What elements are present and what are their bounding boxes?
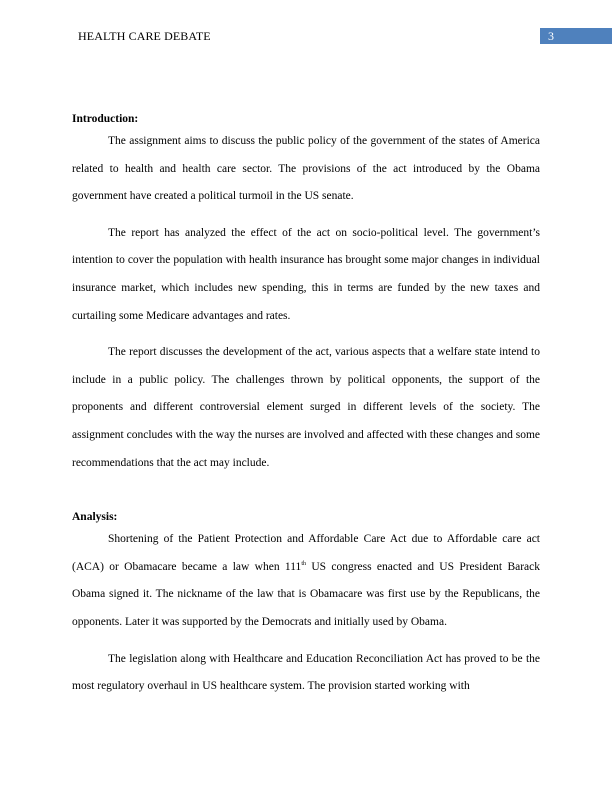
analysis-paragraph-1-text-b: US congress enacted and US President Barack Obama signed it. The nickname of the law that is Obamacare was first use by the Republicans, the opponents. Later it was supported by the Democrats and initially used by Obama.: [72, 560, 541, 628]
introduction-paragraph-3: The report discusses the development of the act, various aspects that a welfare state intend to include in a public policy. The challenges thrown by political opponents, the support of the proponents and different controversial element surged in different levels of the society. The assignment concludes with the way the nurses are involved and affected with these changes and some recommendations that the act may include.: [72, 346, 540, 469]
introduction-paragraph-2: The report has analyzed the effect of the act on socio-political level. The government’s intention to cover the population with health insurance has brought some major changes in individual insurance market, which includes new spending, this in terms are funded by the new taxes and curtailing some Medicare advantages and rates.: [72, 226, 540, 322]
analysis-heading: Analysis:: [72, 511, 118, 524]
running-header-title: HEALTH CARE DEBATE: [78, 29, 211, 43]
page-number: 3: [548, 29, 554, 43]
analysis-paragraph-1-text-a: Shortening of the Patient Protection and Affordable Care Act due to Affordable care act (ACA) or Obamacare became a law when 111: [72, 533, 540, 573]
introduction-heading: Introduction:: [72, 113, 139, 125]
analysis-paragraph-2: The legislation along with Healthcare and Education Reconciliation Act has proved to be the most regulatory overhaul in US healthcare system. The provision started working with: [72, 652, 540, 693]
analysis-paragraph-1: [72, 526, 540, 636]
introduction-paragraph-1: The assignment aims to discuss the public policy of the government of the states of America related to health and health care sector. The provisions of the act introduced by the Obama government have created a political turmoil in the US senate.: [72, 135, 540, 203]
ordinal-superscript: th: [301, 560, 306, 567]
document-body: [72, 110, 540, 701]
page-number-badge: [540, 28, 612, 44]
